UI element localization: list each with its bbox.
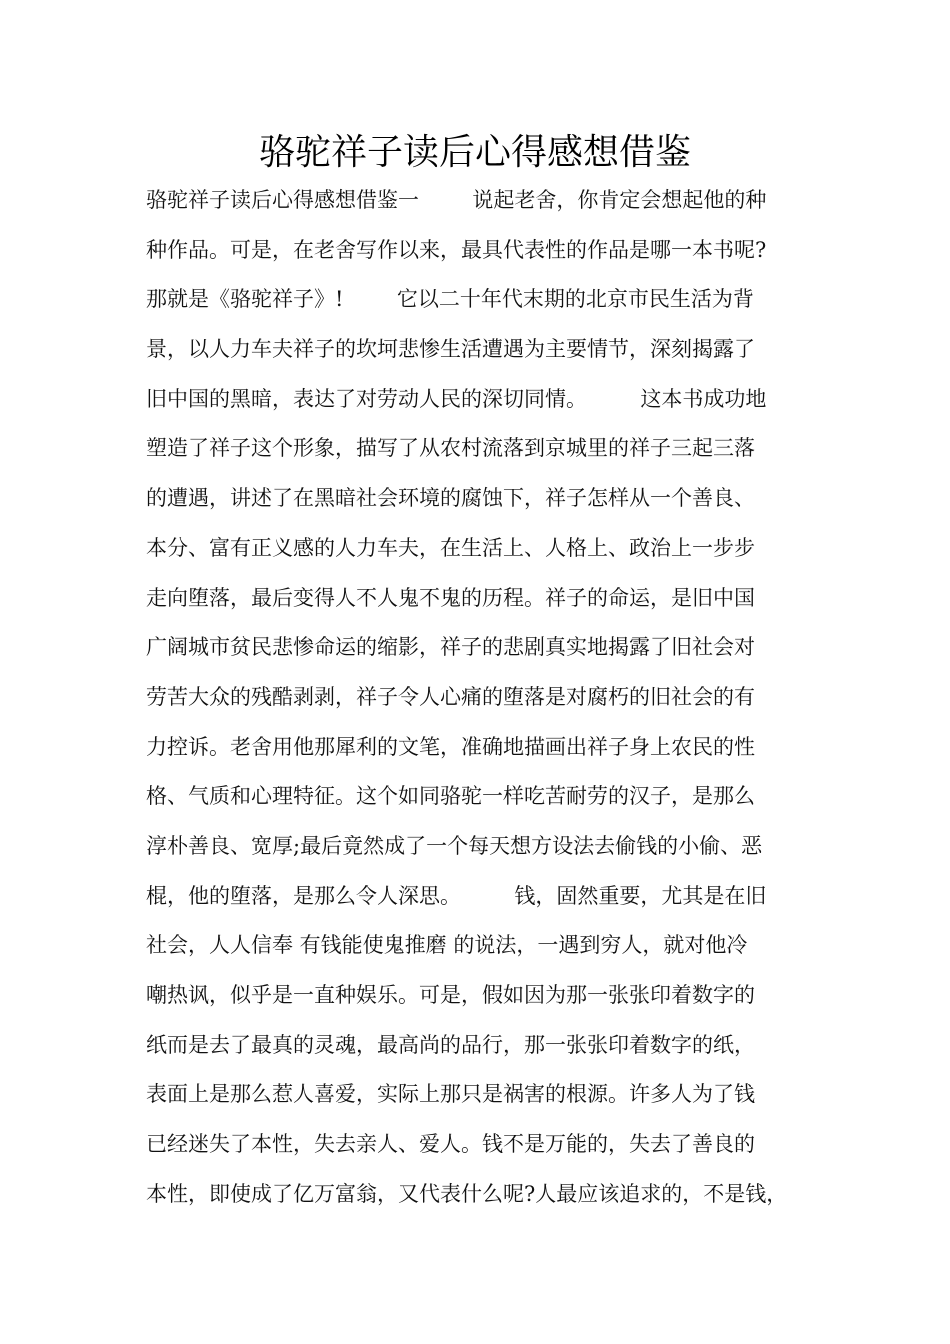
body-line: 的遭遇，讲述了在黑暗社会环境的腐蚀下，祥子怎样从一个善良、 [146,486,755,511]
body-line: 种作品。可是，在老舍写作以来，最具代表性的作品是哪一本书呢? [146,237,767,262]
body-line: 劳苦大众的残酷剥剥，祥子令人心痛的堕落是对腐朽的旧社会的有 [146,684,755,709]
body-line: 景，以人力车夫祥子的坎坷悲惨生活遭遇为主要情节，深刻揭露了 [146,337,755,362]
body-line: 嘲热讽，似乎是一直种娱乐。可是，假如因为那一张张印着数字的 [146,983,755,1007]
body-line: 走向堕落，最后变得人不人鬼不鬼的历程。祥子的命运，是旧中国 [146,585,755,610]
body-line: 骆驼祥子读后心得感想借鉴一 说起老舍，你肯定会想起他的种 [146,188,767,212]
body-line: 本分、富有正义感的人力车夫，在生活上、人格上、政治上一步步 [146,535,755,560]
body-line: 表面上是那么惹人喜爱，实际上那只是祸害的根源。许多人为了钱 [146,1082,755,1107]
body-line: 塑造了祥子这个形象，描写了从农村流落到京城里的祥子三起三落 [146,436,755,461]
body-line: 淳朴善良、宽厚;最后竟然成了一个每天想方设法去偷钱的小偷、恶 [146,833,763,858]
document-body [146,176,806,1219]
body-line: 本性，即使成了亿万富翁，又代表什么呢?人最应该追求的，不是钱， [146,1181,788,1206]
body-line: 旧中国的黑暗，表达了对劳动人民的深切同情。 这本书成功地 [146,386,767,411]
body-line: 那就是《骆驼祥子》! 它以二十年代末期的北京市民生活为背 [146,287,754,312]
body-line: 力控诉。老舍用他那犀利的文笔，准确地描画出祥子身上农民的性 [146,734,755,759]
body-line: 已经迷失了本性，失去亲人、爱人。钱不是万能的，失去了善良的 [146,1132,755,1157]
body-line: 纸而是去了最真的灵魂，最高尚的品行，那一张张印着数字的纸， [146,1032,755,1057]
document-title: 骆驼祥子读后心得感想借鉴 [258,132,691,173]
body-line: 格、气质和心理特征。这个如同骆驼一样吃苦耐劳的汉子，是那么 [146,784,755,809]
body-line: 社会，人人信奉 有钱能使鬼推磨 的说法，一遇到穷人，就对他冷 [146,933,748,958]
body-line: 广阔城市贫民悲惨命运的缩影，祥子的悲剧真实地揭露了旧社会对 [146,635,755,660]
body-line: 棍，他的堕落，是那么令人深思。 钱，固然重要，尤其是在旧 [146,883,767,908]
